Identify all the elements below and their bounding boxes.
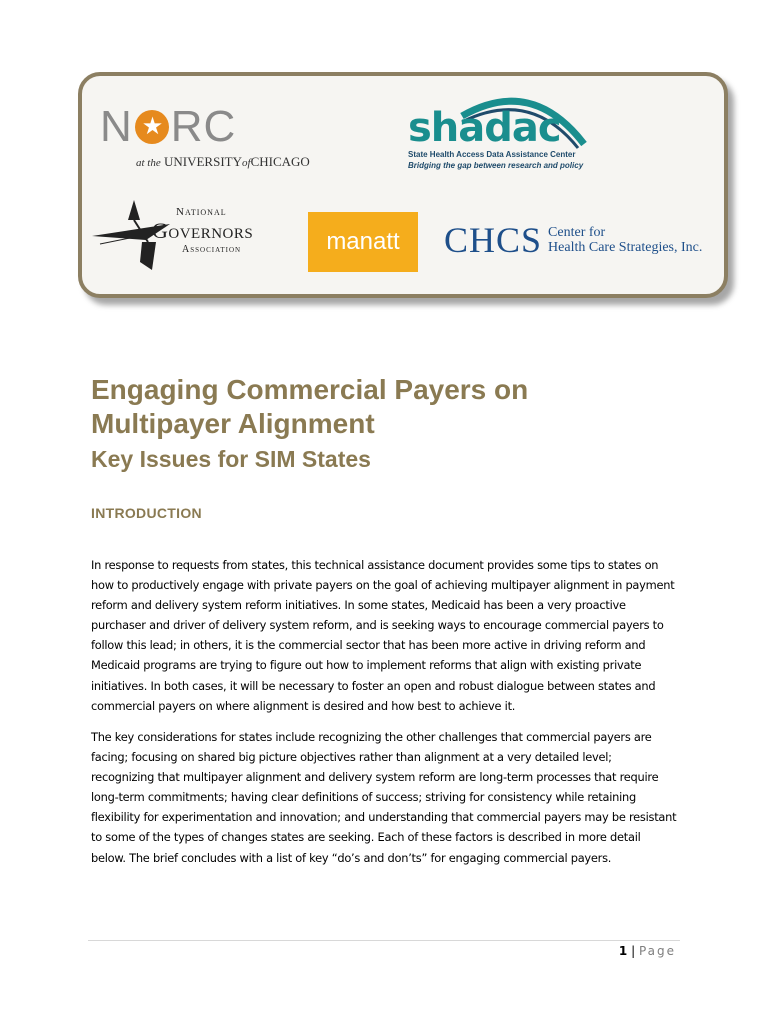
chcs-line-1: Center for: [548, 225, 606, 240]
norc-letters-rc: RC: [170, 102, 237, 151]
norc-affiliation: at the UNIVERSITYofCHICAGO: [136, 154, 310, 169]
chcs-line-2: Health Care Strategies, Inc.: [548, 240, 703, 255]
footer-divider: [88, 940, 680, 941]
chcs-logo: [444, 222, 702, 258]
partner-logos-panel: [78, 72, 728, 298]
intro-paragraph-2: The key considerations for states include recognizing the other challenges that commercial payers are facing; focusing on shared big picture objectives rather than alignment at a very detailed level; recognizing that multipayer alignment and delivery system reform are long-term processes that require long-term commitments; having clear definitions of success; striving for consistency while retaining flexibility for experimentation and innovation; and understanding that commercial payers may be resistant to some of the types of changes states are seeking. Each of these factors is described in more detail below. The brief concludes with a list of key “do’s and don’ts” for engaging commercial payers.: [91, 730, 677, 865]
document-title-line-1: Engaging Commercial Payers on: [91, 374, 529, 405]
shadac-logo: [402, 86, 592, 170]
document-subtitle: Key Issues for SIM States: [91, 446, 371, 472]
nga-line-association: Association: [182, 244, 242, 255]
nga-line-governors: Governors: [152, 218, 254, 243]
shadac-wordmark: shadac: [408, 105, 561, 151]
shadac-full-name: State Health Access Data Assistance Center: [408, 150, 576, 159]
manatt-logo: [308, 212, 418, 272]
intro-paragraph-1: In response to requests from states, this technical assistance document provides some tips to states on how to productively engage with private payers on the goal of achieving multipayer alignment in payment reform and delivery system reform initiatives. In some states, Medicaid has been a very proactive purchaser and driver of delivery system reform, and is seeking ways to encourage commercial payers to follow this lead; in others, it is the commercial sector that has been more active in driving reform and Medicaid programs are trying to figure out how to implement reforms that align with existing private initiatives. In both cases, it will be necessary to foster an open and robust dialogue between states and commercial payers on where alignment is desired and how best to achieve it.: [91, 558, 675, 713]
footer-separator: |: [631, 944, 636, 958]
shadac-tagline: Bridging the gap between research and policy: [408, 161, 584, 170]
nga-logo: [90, 196, 290, 276]
section-heading-introduction: INTRODUCTION: [91, 505, 202, 521]
page-footer: [619, 944, 676, 958]
manatt-wordmark: manatt: [326, 228, 400, 255]
nga-line-national: National: [176, 206, 227, 218]
norc-letter-n: N: [100, 102, 133, 151]
page-label: Page: [638, 944, 676, 958]
norc-logo: [100, 104, 310, 170]
norc-star-icon: [135, 110, 169, 144]
page-number: 1: [618, 944, 628, 958]
document-title-line-2: Multipayer Alignment: [91, 408, 375, 439]
chcs-abbreviation: CHCS: [444, 220, 543, 260]
